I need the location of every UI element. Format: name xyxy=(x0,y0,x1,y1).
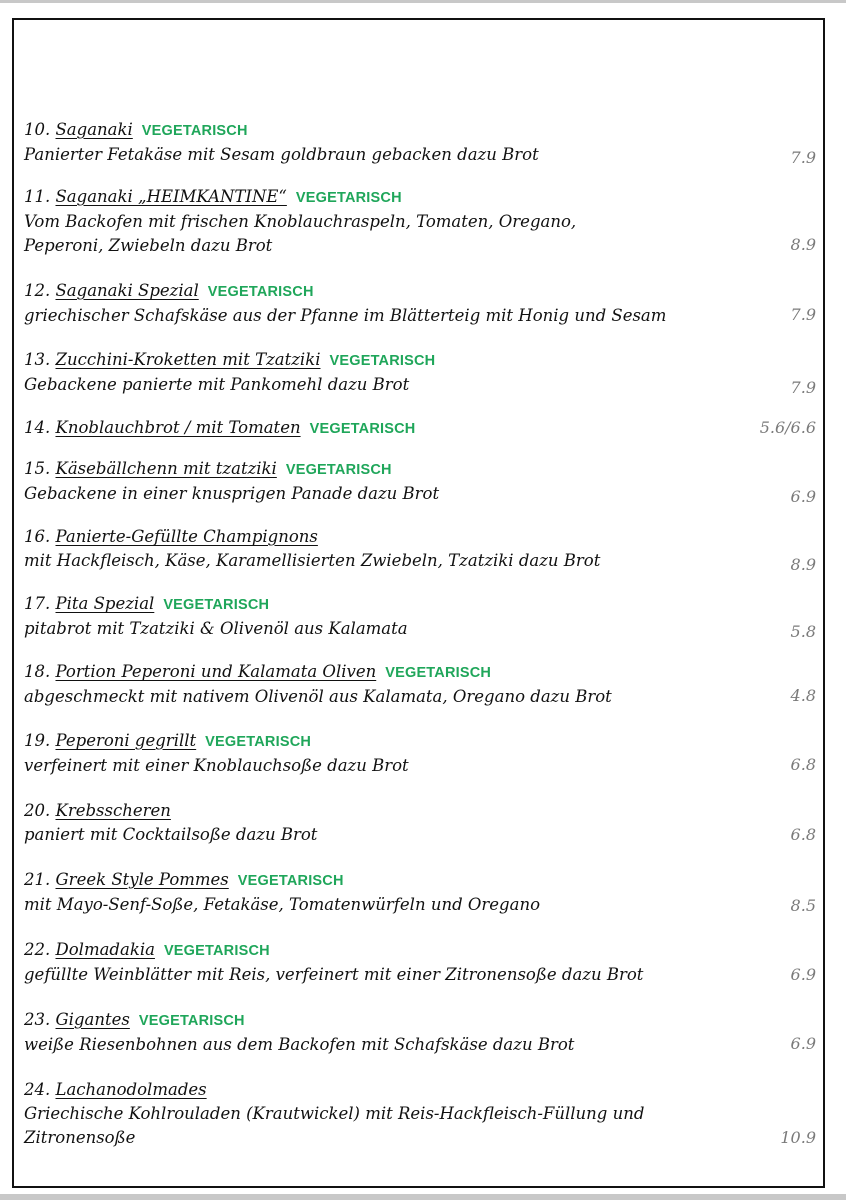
item-price: 5.6/6.6 xyxy=(759,418,816,437)
item-title-line xyxy=(24,868,816,893)
menu-item xyxy=(24,868,816,917)
item-price: 7.9 xyxy=(790,148,816,167)
item-description: gefüllte Weinblätter mit Reis, verfeinert mit einer Zitronensoße dazu Brot xyxy=(24,965,644,984)
vegetarian-tag: VEGETARISCH xyxy=(207,284,314,300)
item-price: 7.9 xyxy=(790,305,816,324)
menu-item xyxy=(24,1078,816,1150)
menu-item xyxy=(24,938,816,987)
menu-item xyxy=(24,660,816,709)
item-title-line xyxy=(24,525,816,549)
item-price: 8.5 xyxy=(790,896,816,915)
item-number: 14. xyxy=(24,418,51,437)
item-name: Lachanodolmades xyxy=(55,1080,207,1099)
menu-item xyxy=(24,1008,816,1057)
vegetarian-tag: VEGETARISCH xyxy=(141,123,248,139)
vegetarian-tag: VEGETARISCH xyxy=(163,943,270,959)
item-description: Vom Backofen mit frischen Knoblauchraspeln, Tomaten, Oregano, xyxy=(24,212,577,231)
item-number: 18. xyxy=(24,662,51,681)
vegetarian-tag: VEGETARISCH xyxy=(285,462,392,478)
item-name: Portion Peperoni und Kalamata Oliven xyxy=(55,662,377,681)
item-description: verfeinert mit einer Knoblauchsoße dazu Brot xyxy=(24,756,409,775)
item-title-line xyxy=(24,729,816,754)
item-description: mit Hackfleisch, Käse, Karamellisierten Zwiebeln, Tzatziki dazu Brot xyxy=(24,551,601,570)
item-price: 8.9 xyxy=(790,235,816,254)
menu-item xyxy=(24,279,816,328)
bottom-divider xyxy=(0,1194,846,1200)
item-title-line xyxy=(24,592,816,617)
item-price: 4.8 xyxy=(790,686,816,705)
item-title-line xyxy=(24,799,816,823)
menu-item xyxy=(24,416,816,441)
item-number: 19. xyxy=(24,731,51,750)
item-title-line xyxy=(24,1078,816,1102)
vegetarian-tag: VEGETARISCH xyxy=(385,665,492,681)
item-description: Zitronensoße xyxy=(24,1128,136,1147)
vegetarian-tag: VEGETARISCH xyxy=(295,190,402,206)
item-description: griechischer Schafskäse aus der Pfanne im Blätterteig mit Honig und Sesam xyxy=(24,306,667,325)
item-name: Gigantes xyxy=(55,1010,130,1029)
menu-item xyxy=(24,525,816,573)
item-title-line xyxy=(24,660,816,685)
item-name: Panierte-Gefüllte Champignons xyxy=(55,527,318,546)
item-name: Krebsscheren xyxy=(55,801,171,820)
item-number: 24. xyxy=(24,1080,51,1099)
top-divider xyxy=(0,0,846,3)
vegetarian-tag: VEGETARISCH xyxy=(138,1013,245,1029)
item-title-line xyxy=(24,348,816,373)
item-description: pitabrot mit Tzatziki & Olivenöl aus Kalamata xyxy=(24,619,408,638)
item-title-line xyxy=(24,185,816,210)
item-price: 8.9 xyxy=(790,555,816,574)
item-description: Peperoni, Zwiebeln dazu Brot xyxy=(24,236,273,255)
item-description: paniert mit Cocktailsoße dazu Brot xyxy=(24,825,318,844)
item-title-line xyxy=(24,118,816,143)
vegetarian-tag: VEGETARISCH xyxy=(237,873,344,889)
item-number: 13. xyxy=(24,350,51,369)
item-name: Dolmadakia xyxy=(55,940,155,959)
item-number: 16. xyxy=(24,527,51,546)
item-name: Käsebällchenn mit tzatziki xyxy=(55,459,277,478)
menu-item xyxy=(24,457,816,506)
item-number: 12. xyxy=(24,281,51,300)
item-number: 20. xyxy=(24,801,51,820)
item-name: Pita Spezial xyxy=(55,594,155,613)
item-description: Panierter Fetakäse mit Sesam goldbraun gebacken dazu Brot xyxy=(24,145,539,164)
item-number: 15. xyxy=(24,459,51,478)
item-number: 17. xyxy=(24,594,51,613)
vegetarian-tag: VEGETARISCH xyxy=(163,597,270,613)
menu-item xyxy=(24,348,816,397)
item-name: Saganaki „HEIMKANTINE“ xyxy=(55,187,287,206)
item-price: 10.9 xyxy=(780,1128,816,1147)
item-price: 6.9 xyxy=(790,1034,816,1053)
item-description: mit Mayo-Senf-Soße, Fetakäse, Tomatenwürfeln und Oregano xyxy=(24,895,541,914)
item-title-line xyxy=(24,279,816,304)
item-description: Gebackene panierte mit Pankomehl dazu Brot xyxy=(24,375,410,394)
item-name: Zucchini-Kroketten mit Tzatziki xyxy=(55,350,321,369)
menu-item xyxy=(24,592,816,641)
item-name: Peperoni gegrillt xyxy=(55,731,197,750)
item-title-line xyxy=(24,938,816,963)
item-name: Greek Style Pommes xyxy=(55,870,229,889)
item-description: Griechische Kohlrouladen (Krautwickel) mit Reis-Hackfleisch-Füllung und xyxy=(24,1104,645,1123)
item-description: weiße Riesenbohnen aus dem Backofen mit Schafskäse dazu Brot xyxy=(24,1035,575,1054)
item-name: Saganaki Spezial xyxy=(55,281,199,300)
item-number: 23. xyxy=(24,1010,51,1029)
vegetarian-tag: VEGETARISCH xyxy=(329,353,436,369)
menu-item xyxy=(24,799,816,847)
item-title-line xyxy=(24,1008,816,1033)
vegetarian-tag: VEGETARISCH xyxy=(309,421,416,437)
menu-item xyxy=(24,118,816,167)
vegetarian-tag: VEGETARISCH xyxy=(205,734,312,750)
item-name: Saganaki xyxy=(55,120,133,139)
item-number: 10. xyxy=(24,120,51,139)
item-price: 6.8 xyxy=(790,755,816,774)
item-description: Gebackene in einer knusprigen Panade dazu Brot xyxy=(24,484,440,503)
item-title-line xyxy=(24,416,816,441)
item-price: 7.9 xyxy=(790,378,816,397)
item-price: 6.9 xyxy=(790,487,816,506)
item-name: Knoblauchbrot / mit Tomaten xyxy=(55,418,301,437)
item-number: 22. xyxy=(24,940,51,959)
item-price: 6.9 xyxy=(790,965,816,984)
menu-item xyxy=(24,185,816,258)
item-number: 11. xyxy=(24,187,51,206)
item-number: 21. xyxy=(24,870,51,889)
menu-item xyxy=(24,729,816,778)
item-description: abgeschmeckt mit nativem Olivenöl aus Kalamata, Oregano dazu Brot xyxy=(24,687,612,706)
item-price: 5.8 xyxy=(790,622,816,641)
item-title-line xyxy=(24,457,816,482)
item-price: 6.8 xyxy=(790,825,816,844)
